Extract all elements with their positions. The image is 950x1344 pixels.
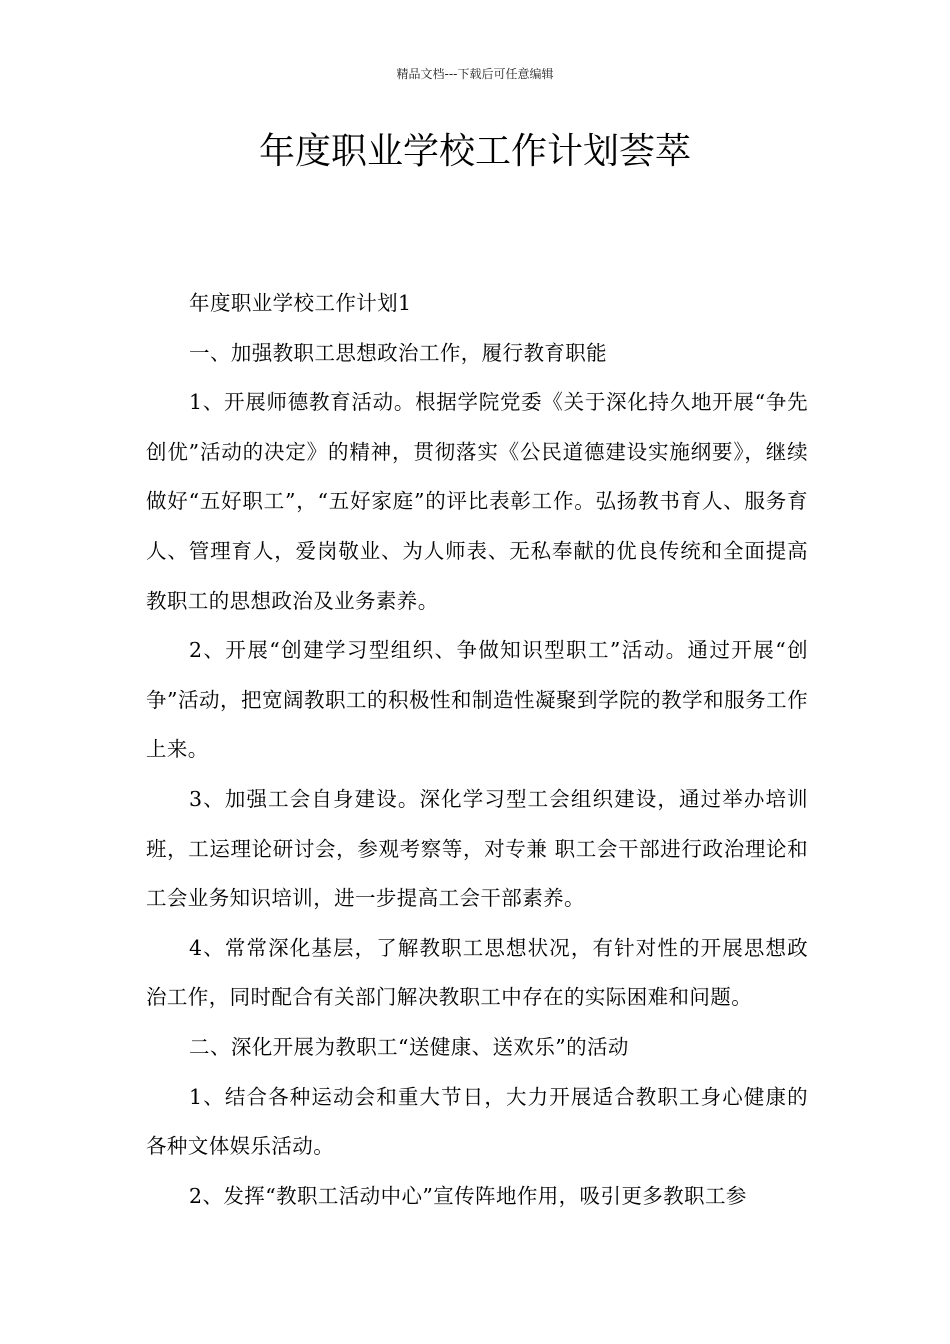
paragraph-item-2: 2、开展“创建学习型组织、争做知识型职工”活动。通过开展“创争”活动，把宽阔教职工的积极性和制造性凝聚到学院的教学和服务工作上来。: [146, 638, 808, 762]
document-title: 年度职业学校工作计划荟萃: [258, 131, 691, 172]
paragraph-item-4: 4、常常深化基层，了解教职工思想状况，有针对性的开展思想政治工作，同时配合有关部门解决教职工中存在的实际困难和问题。: [146, 935, 808, 1010]
paragraph-plan-heading: 年度职业学校工作计划1: [189, 291, 412, 315]
paragraph-section-two-heading: 二、深化开展为教职工“送健康、送欢乐”的活动: [189, 1034, 629, 1059]
paragraph-item-1: 1、开展师德教育活动。根据学院党委《关于深化持久地开展“争先创优”活动的决定》的精神，贯彻落实《公民道德建设实施纲要》，继续做好“五好职工”，“五好家庭”的评比表彰工作。弘扬教书育人、服务育人、管理育人，爱岗敬业、为人师表、无私奉献的优良传统和全面提高教职工的思想政治及业务素养。: [146, 390, 808, 613]
paragraph-section-two-item-1: 1、结合各种运动会和重大节日，大力开展适合教职工身心健康的各种文体娱乐活动。: [146, 1084, 808, 1159]
paragraph-section-two-item-2: 2、发挥“教职工活动中心”宣传阵地作用，吸引更多教职工参: [189, 1183, 747, 1208]
paragraph-item-3: 3、加强工会自身建设。深化学习型工会组织建设，通过举办培训班，工运理论研讨会，参观考察等，对专兼 职工会干部进行政治理论和工会业务知识培训，进一步提高工会干部素养。: [146, 786, 808, 911]
paragraph-section-one-heading: 一、加强教职工思想政治工作，履行教育职能: [189, 340, 608, 365]
document-body: [146, 279, 808, 1221]
page-header-note: 精品文档---下载后可任意编辑: [396, 67, 554, 81]
